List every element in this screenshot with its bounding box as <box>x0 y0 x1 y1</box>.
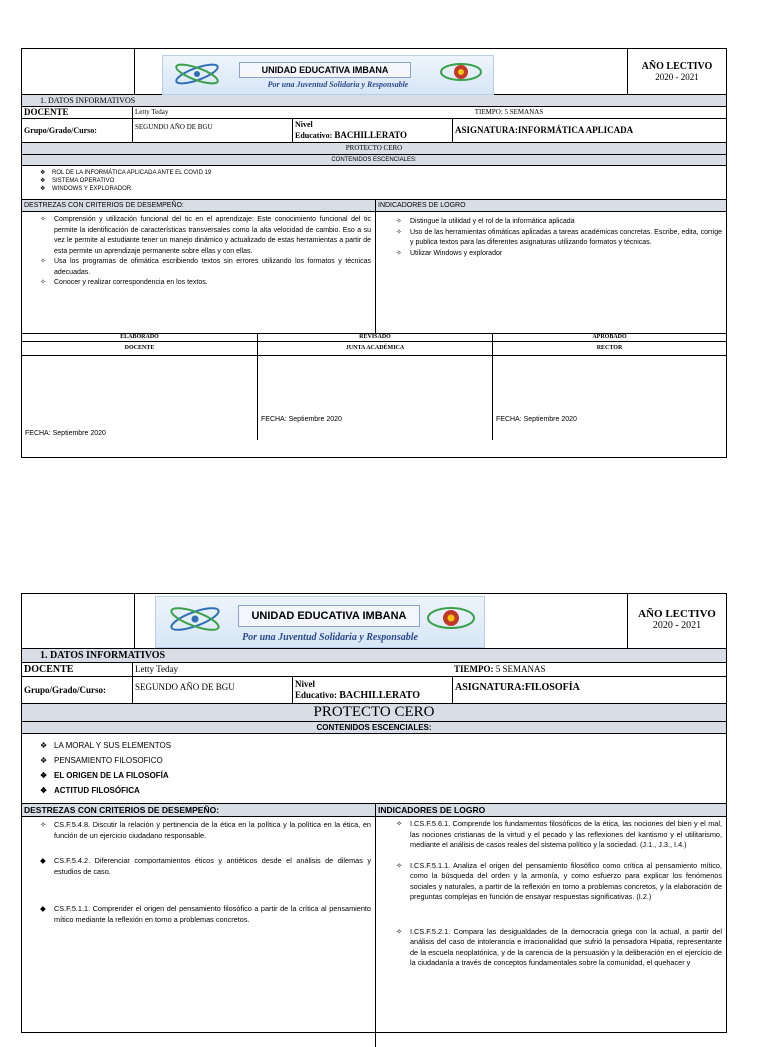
sign-rector <box>492 356 726 440</box>
rector-sign-label: RECTOR <box>492 342 726 355</box>
list-item: ✧ I.CS.F.5.6.1. Comprende los fundamentos filosóficos de la ética, las nociones del bien y el mal, las nociones cristianas de la virtud y el pecado y las reflexiones del kantismo y el utilitarismo, mediante el análisis de casos reales del sistema político y la sociedad. (J.1., J.3., I.4.) <box>396 819 722 849</box>
contenidos-header-row <box>22 722 726 734</box>
list-item: ❖ ACTITUD FILOSÓFICA <box>40 786 140 795</box>
nivel-label: Nivel <box>295 120 313 129</box>
protecto-row <box>22 704 726 722</box>
school-logo-banner <box>162 55 494 95</box>
school-motto: Por una Juventud Solidaria y Responsable <box>242 632 418 643</box>
nivel-label: Nivel <box>295 679 315 689</box>
page-2 <box>21 593 727 1033</box>
year-value: 2020 - 2021 <box>655 72 699 82</box>
grupo-row <box>22 119 726 143</box>
year-value: 2020 - 2021 <box>652 620 702 631</box>
header <box>22 594 726 649</box>
indicadores-label: INDICADORES DE LOGRO <box>375 200 726 211</box>
tiempo: TIEMPO: 5 SEMANAS <box>474 108 544 116</box>
list-item: ✧ Comprensión y utilización funcional del tic en el aprendizaje: Este conocimiento funcional del tic permite la identificación de características transversales como la alta velocidad de cambio. Eso a su vez le permite al estudiante tener un manejo dinámico y actualizado de estas herramientas a partir de esta permite un aprendizaje permanente sobre ellas y con ellas. <box>40 216 371 255</box>
signatures-header-row <box>22 334 726 342</box>
indicadores-list <box>396 217 722 259</box>
indicadores-cell <box>375 212 726 333</box>
section-row <box>22 649 726 663</box>
docente-value: Letty Teday <box>132 663 292 676</box>
protecto-title: PROTECTO CERO <box>313 704 435 720</box>
tiempo-value: 5 SEMANAS <box>495 664 546 674</box>
section-title: 1. DATOS INFORMATIVOS <box>40 96 136 105</box>
nivel-cell <box>292 119 452 142</box>
destrezas-header-row <box>22 200 726 212</box>
list-item: ❖ ROL DE LA INFORMÁTICA APLICADA ANTE EL COVID 19 <box>40 170 212 176</box>
year-label: AÑO LECTIVO <box>641 61 713 72</box>
nivel-value: BACHILLERATO <box>334 130 408 140</box>
destrezas-label: DESTREZAS CON CRITERIOS DE DESEMPEÑO: <box>24 805 220 815</box>
tiempo-cell <box>452 663 726 676</box>
list-item: ✧ Usa los programas de ofimática escribiendo textos sin errores utilizando los formatos y técnicas adecuadas. <box>40 258 371 276</box>
protecto-row <box>22 143 726 155</box>
header <box>22 49 726 95</box>
grupo-value: SEGUNDO AÑO DE BGU <box>132 119 292 142</box>
contenidos-row <box>22 734 726 804</box>
list-item: ❖ EL ORIGEN DE LA FILOSOFÍA <box>40 771 169 780</box>
docente-row <box>22 107 726 119</box>
destrezas-cell <box>22 212 375 333</box>
revisado-label: REVISADO <box>257 334 492 341</box>
sign-junta <box>257 356 492 440</box>
list-item: ❖ SISTEMA OPERATIVO <box>40 178 115 184</box>
elaborado-label: ELABORADO <box>120 334 159 340</box>
contenidos-list <box>40 738 726 798</box>
contenidos-header-row <box>22 155 726 166</box>
fecha-docente: FECHA: Septiembre 2020 <box>25 430 106 437</box>
grupo-label: Grupo/Grado/Curso: <box>24 126 97 135</box>
asignatura: ASIGNATURA:INFORMÁTICA APLICADA <box>452 119 726 142</box>
year-cell <box>627 49 726 94</box>
indicadores-cell <box>375 817 726 1047</box>
docente-sign-label: DOCENTE <box>124 345 155 351</box>
year-label: AÑO LECTIVO <box>638 608 716 620</box>
fecha-junta: FECHA: Septiembre 2020 <box>261 416 342 423</box>
list-item: ◆ CS.F.5.1.1. Comprender el origen del pensamiento filosófico a partir de la crítica al pensamiento mítico mediante la reflexión en torno a problemas concretos. <box>40 904 371 924</box>
contenidos-row <box>22 166 726 200</box>
contenidos-label: CONTENIDOS ESCENCIALES: <box>316 723 432 732</box>
list-item: ✧ I.CS.F.5.1.1. Analiza el origen del pensamiento filosófico como crítica al pensamiento mítico, como la búsqueda del orden y la armonía, y como esfuerzo para explicar los fenómenos sociales y naturales, a partir de la reflexión en torno a problemas concretos, y la elaboración de preguntas complejas en función de ensayar respuestas significativas. (I.2.) <box>396 860 722 901</box>
indicadores-label: INDICADORES DE LOGRO <box>375 804 726 816</box>
list-item: ❖ WINDOWS Y EXPLORADOR. <box>40 186 133 192</box>
sign-docente <box>22 356 257 440</box>
nivel-cell <box>292 677 452 703</box>
indicadores-list <box>396 819 722 969</box>
tiempo-label: TIEMPO: <box>454 664 494 674</box>
school-motto: Por una Juventud Solidaria y Responsable <box>267 80 409 89</box>
aprobado-label: APROBADO <box>492 334 726 341</box>
contenidos-label: CONTENIDOS ESCENCIALES: <box>331 157 417 163</box>
grupo-label: Grupo/Grado/Curso: <box>24 685 107 695</box>
year-cell <box>627 594 726 648</box>
school-name: UNIDAD EDUCATIVA IMBANA <box>238 605 420 627</box>
destrezas-label: DESTREZAS CON CRITERIOS DE DESEMPEÑO: <box>24 202 184 209</box>
page-1 <box>21 48 727 458</box>
school-logo-banner <box>155 596 485 648</box>
destrezas-list <box>40 215 371 289</box>
nivel-label-2: Educativo: <box>295 131 333 140</box>
list-item: ◆ CS.F.5.4.2. Diferenciar comportamientos éticos y antiéticos desde el análisis de dilemas y estudios de caso. <box>40 856 371 876</box>
list-item: ✧ CS.F.5.4.8. Discutir la relación y pertinencia de la ética en la política y la política en la ética, en función de un ejercicio ciudadano responsable. <box>40 820 371 840</box>
docente-label: DOCENTE <box>24 107 69 117</box>
contenidos-list <box>40 169 726 193</box>
header-left-cell <box>22 594 135 648</box>
list-item: ✧ Uso de las herramientas ofimáticas aplicadas a tareas académicas concretas. Escribe, edita, corrige y publica textos para las diferentes asignaturas utilizando formatos y técnicas. <box>396 228 722 246</box>
signatures-area-row <box>22 356 726 440</box>
list-item: ❖ PENSAMIENTO FILOSOFICO <box>40 756 163 765</box>
list-item: ✧ Distingue la utilidad y el rol de la informática aplicada <box>396 218 575 225</box>
junta-sign-label: JUNTA ACADÉMICA <box>257 342 492 355</box>
school-name: UNIDAD EDUCATIVA IMBANA <box>239 62 411 78</box>
destrezas-row <box>22 212 726 334</box>
docente-label: DOCENTE <box>24 664 74 675</box>
fecha-rector: FECHA: Septiembre 2020 <box>496 416 577 423</box>
grupo-row <box>22 677 726 704</box>
emblem-icon <box>426 603 476 633</box>
list-item: ✧ I.CS.F.5.2.1. Compara las desigualdades de la democracia griega con la actual, a partir del análisis del caso de intolerancia e irracionalidad que sufrió la pensadora Hipatia, representante de la escuela neoplatónica, y de la carencia de la persuasión y la deliberación en el ejercicio de la ciudadanía a través de conceptos fundamentales sobre la comunidad, el quehacer y <box>396 926 722 967</box>
destrezas-cell <box>22 817 375 1047</box>
section-title: 1. DATOS INFORMATIVOS <box>40 650 166 661</box>
nivel-value: BACHILLERATO <box>339 690 421 701</box>
list-item: ✧ Utilizar Windows y explorador <box>396 249 503 257</box>
asignatura: ASIGNATURA:FILOSOFÍA <box>452 677 726 703</box>
list-item: ✧ Conocer y realizar correspondencia en los textos. <box>40 279 208 286</box>
destrezas-header-row <box>22 804 726 817</box>
section-row <box>22 95 726 107</box>
docente-row <box>22 663 726 677</box>
protecto-title: PROTECTO CERO <box>345 144 403 152</box>
destrezas-list <box>40 819 371 925</box>
signatures-role-row <box>22 342 726 356</box>
docente-value: Letty Teday <box>132 107 292 118</box>
destrezas-row <box>22 817 726 1047</box>
nivel-label-2: Educativo: <box>295 690 338 700</box>
header-left-cell <box>22 49 135 94</box>
grupo-value: SEGUNDO AÑO DE BGU <box>132 677 292 703</box>
list-item: ❖ LA MORAL Y SUS ELEMENTOS <box>40 741 172 750</box>
